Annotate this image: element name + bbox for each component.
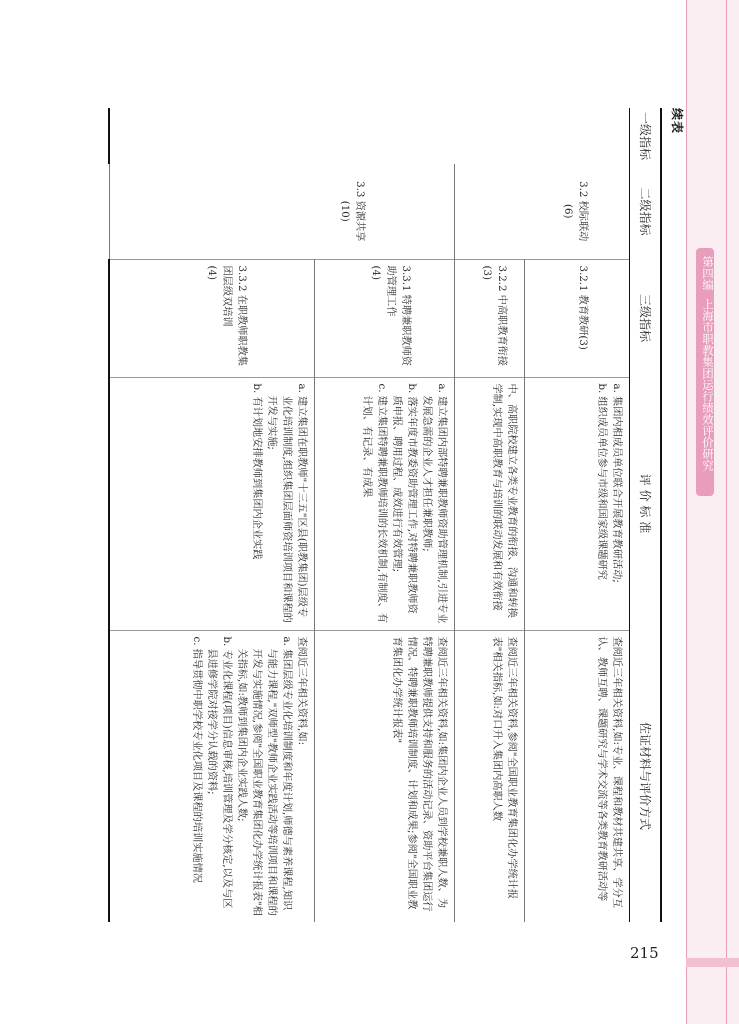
level1-cell — [110, 108, 630, 164]
standard-item: c. 建立集团特聘兼职教师培训的长效机制,有制度、有计划、有记录、有成果 — [361, 383, 387, 624]
continued-label: 续表 — [670, 108, 684, 135]
evidence-text: 查阅近三年相关资料,参阅"全国职业教育集团化办学统计报表"相关指标,如:对口升入集团内高职人数 — [491, 636, 517, 900]
standard-item: b. 有计划地安排教师到集团内企业实践 — [251, 383, 262, 560]
header-level1: 一级指标 — [630, 108, 662, 164]
header-standard: 评 价 标 准 — [630, 377, 662, 630]
level3-label: 3.3.2 在职教师职教集团层级双培训 (4) — [206, 265, 247, 366]
table-row — [315, 108, 455, 922]
standard-cell — [315, 377, 455, 630]
standard-text: 中、高职院校建立各类专业教育的衔接、沟通和转换学制,实现中高职教育与培训的联动发展和有效衔接 — [491, 383, 517, 618]
page-number: 215 — [630, 944, 659, 962]
header-level2: 二级指标 — [630, 164, 662, 259]
evidence-cell — [525, 630, 630, 922]
evaluation-table — [109, 108, 663, 922]
evidence-item: c. 指导贯彻中职学校专业化项目及课程的培训实施情况 — [191, 636, 202, 883]
side-margin-line — [726, 0, 727, 1024]
side-margin-band — [686, 0, 739, 1024]
evidence-item: a. 集团层级专业化培训制度和年度计划,师德与素养课程,知识与能力课程,"双师型"教师企业实践活动等培训项目和课程的开发与实施情况,参阅"全国职业教育集团化办学统计报表"相关指标,如:教师到集团内企业实践人数; — [236, 636, 292, 916]
evidence-text: 查阅近三年相关资料,如: — [296, 636, 307, 746]
side-margin-line — [686, 0, 687, 1024]
evidence-text: 查阅近三年相关资料,如:集团内企业人员到学校兼职人数、为特聘兼职教师提供支持和服务的活动记录、资助平台集团运行情况、特聘兼职教师培训制度、计划和成果;参阅"全国职业教育集团化办学统计报表" — [391, 636, 447, 912]
standard-item: a. 建立集团在职教师"十三五"区县(职教集团)层级专业化培训制度,组织集团层面师资培训项目和课程的开发与实施; — [266, 383, 307, 623]
evidence-cell — [455, 630, 525, 922]
level3-cell — [315, 259, 455, 377]
standard-item: a. 集团内相成员单位联合开展教育教研活动; — [611, 383, 622, 583]
level3-label: 3.3.1 特聘兼职教师资助管理工作 (4) — [370, 265, 411, 366]
header-evidence: 佐证材料与评价方式 — [630, 630, 662, 922]
standard-item: b. 落实年度市教委资助管理工作,对特聘兼职教师资质申报、聘用过程、成效进行有效管理; — [391, 383, 417, 614]
standard-cell — [525, 377, 630, 630]
level3-cell — [455, 259, 525, 377]
rotated-table-area — [112, 108, 684, 922]
header-level3: 三级指标 — [630, 259, 662, 377]
evidence-cell — [315, 630, 455, 922]
evidence-item: b. 专业化课程(项目)信息审核,培训管理及学分核定,以及与区县进修学院对接学分认载的资料; — [206, 636, 232, 909]
chapter-part: 第四编 — [701, 256, 715, 291]
standard-item: a. 建立集团内部特聘兼职教师资助管理机制,引进专业发展急需的企业人才担任兼职教师; — [421, 383, 447, 624]
chapter-tab-text — [696, 256, 714, 471]
level2-cell — [110, 164, 455, 259]
bottom-strip — [686, 958, 739, 967]
level3-cell — [525, 259, 630, 377]
table-row — [525, 108, 630, 922]
level2-label: 3.2 校际联动 (6) — [562, 181, 588, 242]
level3-label: 3.2.2 中高职教育衔接(3) — [481, 265, 507, 366]
chapter-title: 上海市职教集团运行绩效评价研究 — [701, 298, 715, 471]
table-header-row — [630, 108, 662, 922]
level3-label: 3.2.1 教育教研(3) — [577, 265, 588, 350]
level2-cell — [455, 164, 630, 259]
standard-cell — [455, 377, 525, 630]
evidence-cell — [110, 630, 315, 922]
level2-label: 3.3 资源共享 (10) — [339, 181, 365, 242]
standard-cell — [110, 377, 315, 630]
rotated-table-frame — [112, 108, 684, 922]
standard-item: b. 组织成员单位参与市级和国家级课题研究 — [596, 383, 607, 580]
evidence-text: 查阅近三年相关资料,如:专业、课程和教材共建共享、学分互认、教师互聘、课题研究与学术交流等各类教育教研活动等 — [596, 636, 622, 909]
level3-cell — [110, 259, 315, 377]
